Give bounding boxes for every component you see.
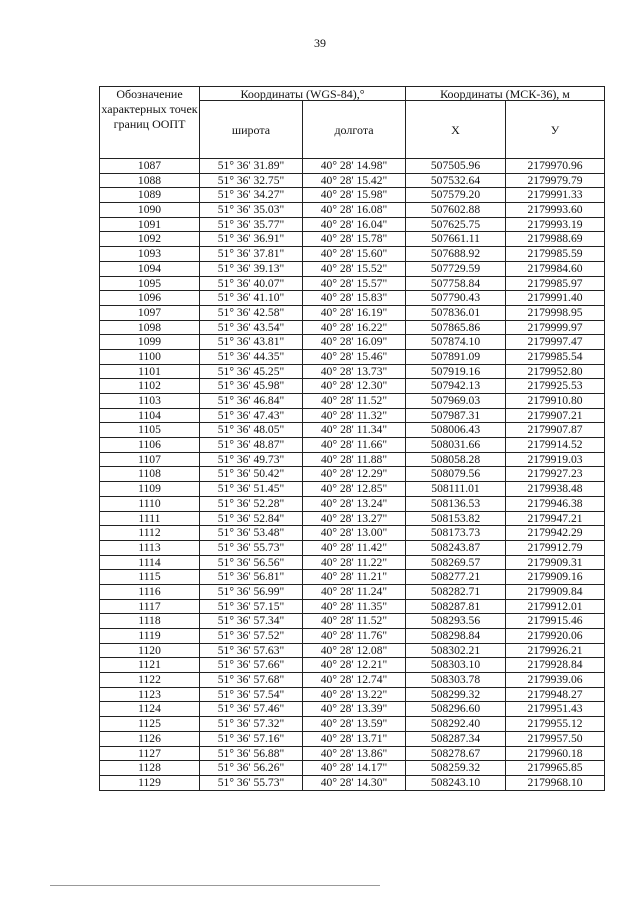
x-cell: 507969.03 [406,394,506,409]
y-cell: 2179988.69 [506,232,605,247]
y-cell: 2179993.60 [506,203,605,218]
latitude-cell: 51° 36' 35.77" [200,217,303,232]
longitude-cell: 40° 28' 14.17" [303,761,406,776]
footer-divider [50,885,380,886]
table-row [100,731,605,746]
y-cell: 2179915.46 [506,614,605,629]
point-number-cell: 1087 [100,159,200,174]
y-cell: 2179926.21 [506,643,605,658]
table-row [100,540,605,555]
table-row [100,526,605,541]
y-cell: 2179985.59 [506,247,605,262]
x-cell: 507942.13 [406,379,506,394]
y-cell: 2179907.87 [506,423,605,438]
table-row [100,643,605,658]
table-row [100,305,605,320]
table-row [100,717,605,732]
longitude-cell: 40° 28' 16.08" [303,203,406,218]
latitude-cell: 51° 36' 57.32" [200,717,303,732]
y-cell: 2179912.01 [506,599,605,614]
y-cell: 2179968.10 [506,775,605,790]
x-cell: 507987.31 [406,408,506,423]
longitude-cell: 40° 28' 16.09" [303,335,406,350]
y-cell: 2179952.80 [506,364,605,379]
x-cell: 508031.66 [406,438,506,453]
latitude-cell: 51° 36' 57.52" [200,629,303,644]
y-cell: 2179909.31 [506,555,605,570]
point-number-cell: 1095 [100,276,200,291]
table-row [100,702,605,717]
latitude-cell: 51° 36' 47.43" [200,408,303,423]
point-number-cell: 1115 [100,570,200,585]
latitude-cell: 51° 36' 49.73" [200,452,303,467]
x-cell: 508277.21 [406,570,506,585]
longitude-cell: 40° 28' 11.35" [303,599,406,614]
point-number-cell: 1126 [100,731,200,746]
x-cell: 507688.92 [406,247,506,262]
x-cell: 507874.10 [406,335,506,350]
y-cell: 2179948.27 [506,687,605,702]
latitude-cell: 51° 36' 57.34" [200,614,303,629]
table-row [100,629,605,644]
x-cell: 508299.32 [406,687,506,702]
header-msk36-group: Координаты (МСК-36), м [406,87,605,101]
point-number-cell: 1118 [100,614,200,629]
x-cell: 508111.01 [406,482,506,497]
table-row [100,687,605,702]
point-number-cell: 1088 [100,173,200,188]
latitude-cell: 51° 36' 37.81" [200,247,303,262]
table-row [100,217,605,232]
y-cell: 2179909.16 [506,570,605,585]
latitude-cell: 51° 36' 44.35" [200,349,303,364]
point-number-cell: 1109 [100,482,200,497]
point-number-cell: 1104 [100,408,200,423]
x-cell: 507729.59 [406,261,506,276]
x-cell: 507579.20 [406,188,506,203]
table-row [100,584,605,599]
header-x: Х [406,101,506,159]
longitude-cell: 40° 28' 11.88" [303,452,406,467]
y-cell: 2179927.23 [506,467,605,482]
point-number-cell: 1092 [100,232,200,247]
x-cell: 507865.86 [406,320,506,335]
latitude-cell: 51° 36' 51.45" [200,482,303,497]
x-cell: 508006.43 [406,423,506,438]
x-cell: 507505.96 [406,159,506,174]
point-number-cell: 1090 [100,203,200,218]
x-cell: 507891.09 [406,349,506,364]
latitude-cell: 51° 36' 46.84" [200,394,303,409]
table-row [100,379,605,394]
longitude-cell: 40° 28' 12.85" [303,482,406,497]
point-number-cell: 1122 [100,673,200,688]
y-cell: 2179985.97 [506,276,605,291]
x-cell: 507836.01 [406,305,506,320]
longitude-cell: 40° 28' 13.22" [303,687,406,702]
x-cell: 508269.57 [406,555,506,570]
latitude-cell: 51° 36' 32.75" [200,173,303,188]
latitude-cell: 51° 36' 45.25" [200,364,303,379]
table-row [100,276,605,291]
latitude-cell: 51° 36' 56.56" [200,555,303,570]
x-cell: 507661.11 [406,232,506,247]
point-number-cell: 1106 [100,438,200,453]
table-row [100,438,605,453]
table-row [100,511,605,526]
y-cell: 2179920.06 [506,629,605,644]
y-cell: 2179946.38 [506,496,605,511]
latitude-cell: 51° 36' 55.73" [200,775,303,790]
y-cell: 2179984.60 [506,261,605,276]
x-cell: 507602.88 [406,203,506,218]
table-row [100,423,605,438]
point-number-cell: 1120 [100,643,200,658]
longitude-cell: 40° 28' 11.52" [303,394,406,409]
longitude-cell: 40° 28' 11.52" [303,614,406,629]
x-cell: 508298.84 [406,629,506,644]
longitude-cell: 40° 28' 11.32" [303,408,406,423]
y-cell: 2179938.48 [506,482,605,497]
longitude-cell: 40° 28' 12.30" [303,379,406,394]
y-cell: 2179939.06 [506,673,605,688]
latitude-cell: 51° 36' 57.68" [200,673,303,688]
point-number-cell: 1117 [100,599,200,614]
latitude-cell: 51° 36' 55.73" [200,540,303,555]
point-number-cell: 1114 [100,555,200,570]
y-cell: 2179925.53 [506,379,605,394]
point-number-cell: 1123 [100,687,200,702]
latitude-cell: 51° 36' 56.99" [200,584,303,599]
latitude-cell: 51° 36' 56.81" [200,570,303,585]
point-number-cell: 1102 [100,379,200,394]
longitude-cell: 40° 28' 13.00" [303,526,406,541]
y-cell: 2179999.97 [506,320,605,335]
longitude-cell: 40° 28' 15.46" [303,349,406,364]
y-cell: 2179998.95 [506,305,605,320]
table-row [100,203,605,218]
table-row [100,570,605,585]
latitude-cell: 51° 36' 45.98" [200,379,303,394]
y-cell: 2179928.84 [506,658,605,673]
point-number-cell: 1129 [100,775,200,790]
longitude-cell: 40° 28' 15.52" [303,261,406,276]
header-designation: Обозначение характерных точек границ ООПТ [100,87,200,159]
table-row [100,232,605,247]
longitude-cell: 40° 28' 16.19" [303,305,406,320]
latitude-cell: 51° 36' 52.28" [200,496,303,511]
point-number-cell: 1099 [100,335,200,350]
point-number-cell: 1101 [100,364,200,379]
latitude-cell: 51° 36' 57.16" [200,731,303,746]
point-number-cell: 1093 [100,247,200,262]
longitude-cell: 40° 28' 12.29" [303,467,406,482]
point-number-cell: 1108 [100,467,200,482]
point-number-cell: 1121 [100,658,200,673]
longitude-cell: 40° 28' 11.66" [303,438,406,453]
longitude-cell: 40° 28' 12.21" [303,658,406,673]
table-row [100,467,605,482]
y-cell: 2179914.52 [506,438,605,453]
table-row [100,188,605,203]
latitude-cell: 51° 36' 48.87" [200,438,303,453]
header-longitude: долгота [303,101,406,159]
longitude-cell: 40° 28' 11.22" [303,555,406,570]
x-cell: 507758.84 [406,276,506,291]
latitude-cell: 51° 36' 40.07" [200,276,303,291]
point-number-cell: 1124 [100,702,200,717]
point-number-cell: 1100 [100,349,200,364]
x-cell: 508303.78 [406,673,506,688]
table-row [100,159,605,174]
table-row [100,775,605,790]
table-row [100,291,605,306]
point-number-cell: 1128 [100,761,200,776]
longitude-cell: 40° 28' 11.42" [303,540,406,555]
point-number-cell: 1096 [100,291,200,306]
y-cell: 2179947.21 [506,511,605,526]
longitude-cell: 40° 28' 13.59" [303,717,406,732]
longitude-cell: 40° 28' 16.22" [303,320,406,335]
x-cell: 508058.28 [406,452,506,467]
table-row [100,320,605,335]
longitude-cell: 40° 28' 15.83" [303,291,406,306]
table-row [100,335,605,350]
point-number-cell: 1089 [100,188,200,203]
longitude-cell: 40° 28' 12.08" [303,643,406,658]
latitude-cell: 51° 36' 50.42" [200,467,303,482]
x-cell: 507919.16 [406,364,506,379]
header-y: У [506,101,605,159]
table-row [100,761,605,776]
y-cell: 2179951.43 [506,702,605,717]
point-number-cell: 1127 [100,746,200,761]
latitude-cell: 51° 36' 53.48" [200,526,303,541]
x-cell: 507790.43 [406,291,506,306]
latitude-cell: 51° 36' 43.54" [200,320,303,335]
coordinates-table [99,86,605,791]
table-row [100,349,605,364]
latitude-cell: 51° 36' 39.13" [200,261,303,276]
longitude-cell: 40° 28' 11.76" [303,629,406,644]
x-cell: 508282.71 [406,584,506,599]
table-row [100,555,605,570]
x-cell: 507532.64 [406,173,506,188]
latitude-cell: 51° 36' 48.05" [200,423,303,438]
y-cell: 2179979.79 [506,173,605,188]
point-number-cell: 1112 [100,526,200,541]
table-row [100,261,605,276]
point-number-cell: 1111 [100,511,200,526]
point-number-cell: 1110 [100,496,200,511]
x-cell: 508303.10 [406,658,506,673]
point-number-cell: 1091 [100,217,200,232]
y-cell: 2179991.33 [506,188,605,203]
longitude-cell: 40° 28' 13.73" [303,364,406,379]
y-cell: 2179970.96 [506,159,605,174]
latitude-cell: 51° 36' 56.88" [200,746,303,761]
y-cell: 2179912.79 [506,540,605,555]
table-body [100,159,605,791]
table-row [100,658,605,673]
x-cell: 508243.10 [406,775,506,790]
latitude-cell: 51° 36' 57.66" [200,658,303,673]
longitude-cell: 40° 28' 14.30" [303,775,406,790]
table-row [100,496,605,511]
y-cell: 2179960.18 [506,746,605,761]
table-row [100,247,605,262]
y-cell: 2179993.19 [506,217,605,232]
table-row [100,614,605,629]
longitude-cell: 40° 28' 15.57" [303,276,406,291]
point-number-cell: 1094 [100,261,200,276]
table-row [100,394,605,409]
latitude-cell: 51° 36' 41.10" [200,291,303,306]
point-number-cell: 1116 [100,584,200,599]
point-number-cell: 1105 [100,423,200,438]
latitude-cell: 51° 36' 57.15" [200,599,303,614]
latitude-cell: 51° 36' 31.89" [200,159,303,174]
latitude-cell: 51° 36' 57.63" [200,643,303,658]
header-wgs84-group: Координаты (WGS-84),° [200,87,406,101]
x-cell: 508153.82 [406,511,506,526]
longitude-cell: 40° 28' 15.42" [303,173,406,188]
longitude-cell: 40° 28' 13.71" [303,731,406,746]
y-cell: 2179991.40 [506,291,605,306]
point-number-cell: 1125 [100,717,200,732]
longitude-cell: 40° 28' 13.86" [303,746,406,761]
x-cell: 508278.67 [406,746,506,761]
point-number-cell: 1107 [100,452,200,467]
latitude-cell: 51° 36' 43.81" [200,335,303,350]
latitude-cell: 51° 36' 42.58" [200,305,303,320]
x-cell: 507625.75 [406,217,506,232]
y-cell: 2179957.50 [506,731,605,746]
latitude-cell: 51° 36' 36.91" [200,232,303,247]
longitude-cell: 40° 28' 16.04" [303,217,406,232]
x-cell: 508296.60 [406,702,506,717]
longitude-cell: 40° 28' 11.24" [303,584,406,599]
y-cell: 2179997.47 [506,335,605,350]
x-cell: 508243.87 [406,540,506,555]
y-cell: 2179910.80 [506,394,605,409]
point-number-cell: 1113 [100,540,200,555]
y-cell: 2179907.21 [506,408,605,423]
x-cell: 508292.40 [406,717,506,732]
point-number-cell: 1103 [100,394,200,409]
table-row [100,482,605,497]
x-cell: 508173.73 [406,526,506,541]
latitude-cell: 51° 36' 57.54" [200,687,303,702]
point-number-cell: 1119 [100,629,200,644]
latitude-cell: 51° 36' 56.26" [200,761,303,776]
longitude-cell: 40° 28' 15.60" [303,247,406,262]
table-header [100,87,605,159]
longitude-cell: 40° 28' 13.24" [303,496,406,511]
point-number-cell: 1098 [100,320,200,335]
longitude-cell: 40° 28' 14.98" [303,159,406,174]
x-cell: 508302.21 [406,643,506,658]
y-cell: 2179955.12 [506,717,605,732]
x-cell: 508287.81 [406,599,506,614]
table-row [100,746,605,761]
y-cell: 2179985.54 [506,349,605,364]
point-number-cell: 1097 [100,305,200,320]
longitude-cell: 40° 28' 11.34" [303,423,406,438]
latitude-cell: 51° 36' 52.84" [200,511,303,526]
header-latitude: широта [200,101,303,159]
latitude-cell: 51° 36' 57.46" [200,702,303,717]
y-cell: 2179909.84 [506,584,605,599]
latitude-cell: 51° 36' 35.03" [200,203,303,218]
y-cell: 2179919.03 [506,452,605,467]
x-cell: 508259.32 [406,761,506,776]
table-row [100,599,605,614]
longitude-cell: 40° 28' 13.27" [303,511,406,526]
latitude-cell: 51° 36' 34.27" [200,188,303,203]
longitude-cell: 40° 28' 15.98" [303,188,406,203]
longitude-cell: 40° 28' 12.74" [303,673,406,688]
longitude-cell: 40° 28' 11.21" [303,570,406,585]
table-row [100,364,605,379]
table-row [100,452,605,467]
table-row [100,673,605,688]
x-cell: 508079.56 [406,467,506,482]
longitude-cell: 40° 28' 15.78" [303,232,406,247]
x-cell: 508293.56 [406,614,506,629]
table-row [100,408,605,423]
longitude-cell: 40° 28' 13.39" [303,702,406,717]
page-number: 39 [314,36,326,50]
y-cell: 2179942.29 [506,526,605,541]
table-row [100,173,605,188]
y-cell: 2179965.85 [506,761,605,776]
x-cell: 508287.34 [406,731,506,746]
x-cell: 508136.53 [406,496,506,511]
